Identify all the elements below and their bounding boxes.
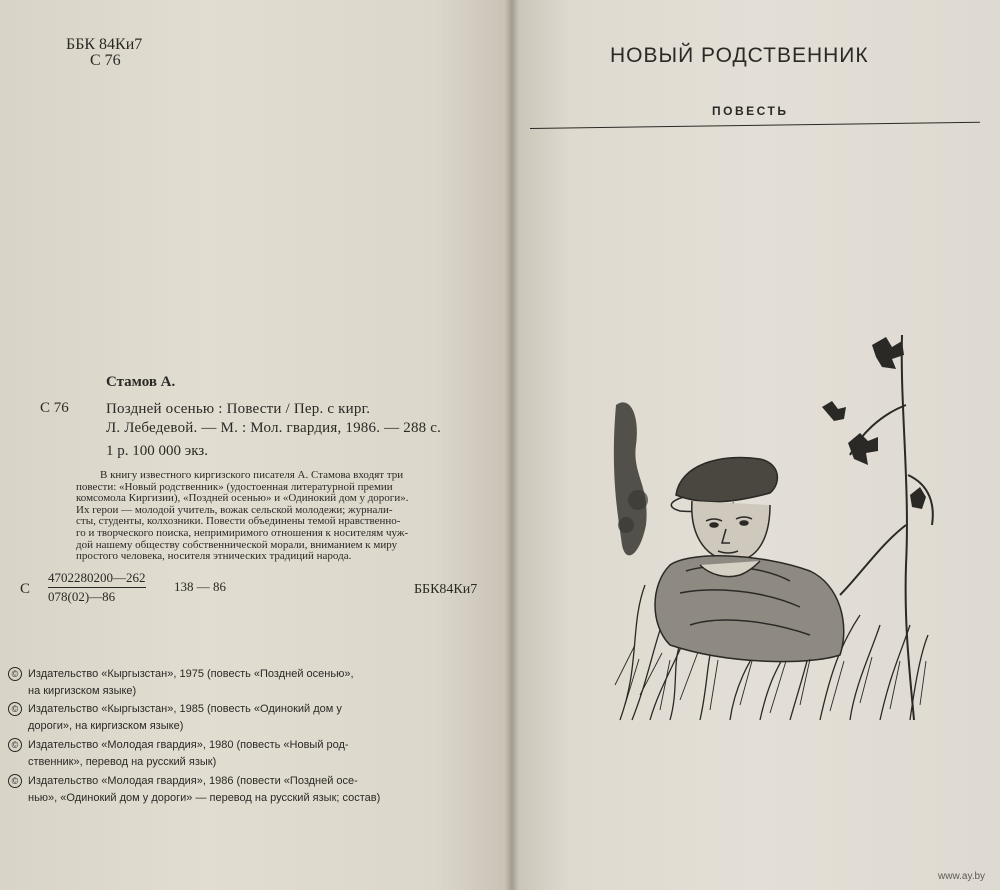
annotation-line: сты, студенты, колхозники. Повести объединены темой нравственно- — [76, 515, 401, 528]
copyright-line: ственник», перевод на русский язык) — [28, 756, 217, 768]
copyright-icon: © — [8, 774, 22, 788]
index-denominator: 078(02)—86 — [48, 589, 116, 604]
index-numerator: 4702280200—262 — [48, 570, 146, 588]
author-code-top: С 76 — [90, 52, 121, 69]
catalog-author-code: С 76 — [40, 400, 69, 416]
copyright-line: нью», «Одинокий дом у дороги» — перевод на русский язык; состав) — [28, 792, 381, 804]
annotation-line: В книгу известного киргизского писателя А. Стамова входят три — [100, 469, 404, 481]
annotation-line: Их герои — молодой учитель, вожак сельской молодежи; журнали- — [76, 503, 393, 516]
copyright-line: дороги», на киргизском языке) — [28, 720, 184, 732]
catalog-title-line: Поздней осенью : Повести / Пер. с кирг. — [106, 401, 371, 417]
bbk-index-top: ББК 84Ки7 — [66, 36, 143, 53]
copyright-entry — [8, 773, 498, 807]
copyright-icon: © — [8, 667, 22, 681]
copyright-line: на киргизском языке) — [28, 685, 137, 697]
copyright-icon: © — [8, 702, 22, 716]
catalog-author: Стамов А. — [106, 374, 176, 390]
annotation-line: комсомола Киргизии), «Поздней осенью» и «Одинокий дом у дороги». — [76, 492, 409, 505]
annotation-line: повести: «Новый родственник» (удостоенная литературной премии — [76, 480, 393, 493]
copyright-line: Издательство «Кыргызстан», 1985 (повесть «Одинокий дом у — [28, 703, 342, 715]
copyright-line: Издательство «Молодая гвардия», 1986 (повести «Поздней осе- — [28, 775, 358, 787]
copyright-entry — [8, 701, 498, 735]
book-gutter — [505, 0, 519, 890]
book-title: НОВЫЙ РОДСТВЕННИК — [610, 44, 869, 67]
annotation-line: го и творческого поиска, непримиримого отношения к носителям чуж- — [76, 526, 409, 539]
copyright-line: Издательство «Молодая гвардия», 1980 (повесть «Новый род- — [28, 739, 349, 751]
copyright-line: Издательство «Кыргызстан», 1975 (повесть «Поздней осенью», — [28, 668, 354, 680]
price-and-print-run: 1 р. 100 000 экз. — [106, 443, 208, 459]
bbk-index-bottom: ББК84Ки7 — [414, 582, 478, 597]
copyright-entry — [8, 666, 498, 700]
index-tail: 138 — 86 — [174, 579, 226, 594]
copyright-icon: © — [8, 738, 22, 752]
illustration-image — [610, 325, 940, 725]
index-fraction — [48, 570, 146, 605]
copyright-entry — [8, 737, 498, 771]
watermark: www.ay.by — [938, 871, 986, 882]
book-annotation — [76, 470, 496, 563]
annotation-line: дой нашему обществу собственнической морали, вниманием к миру — [76, 538, 398, 551]
index-letter: С — [20, 581, 31, 597]
catalog-imprint-line: Л. Лебедевой. — М. : Мол. гвардия, 1986. — 288 с. — [106, 420, 442, 436]
annotation-line: простого человека, носителя этнических традиций народа. — [76, 550, 352, 563]
book-subtitle: ПОВЕСТЬ — [712, 104, 789, 118]
